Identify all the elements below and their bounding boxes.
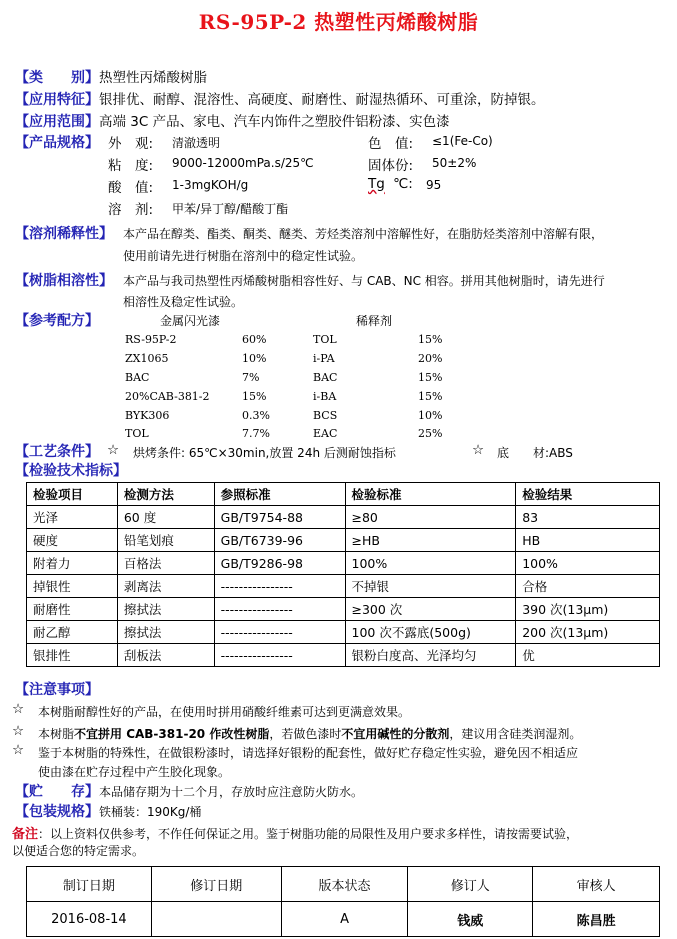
dilution-line2: 使用前请先进行树脂在溶剂中的稳定性试验。 [123,249,364,263]
revision-value-cell: 钱威 [408,902,533,937]
note-2-part-e: ，建议用含硅类润湿剂。 [449,727,582,741]
note-2-part-a: 本树脂 [38,727,75,741]
remark-row [12,823,578,842]
remark-label: 备注 [12,827,39,842]
dilution-line1: 本产品在醇类、酯类、酮类、醚类、芳烃类溶剂中溶解性好，在脂肪烃类溶剂中溶解有限， [123,227,604,241]
note-2-part-b: 不宜拼用 CAB-381-20 作改性树脂 [74,727,270,741]
formula-left-name-4: BYK306 [125,409,170,422]
table-row [27,506,660,529]
table-cell: 不掉银 [345,575,516,598]
remark-line1: ：以上资料仅供参考，不作任何保证之用。鉴于树脂功能的局限性及用户要求多样性，请按需要试验， [38,827,579,841]
inspection-header-cell: 检测方法 [117,483,214,506]
table-cell: 百格法 [117,552,214,575]
spec-appearance-value: 清澈透明 [172,136,221,150]
features-value: 银排优、耐醇、混溶性、高硬度、耐磨性、耐湿热循环、可重涂，防掉银。 [99,92,545,108]
formula-right-pct-5: 25% [418,427,443,440]
table-cell: GB/T9754-88 [214,506,345,529]
category-label: 【类 别】 [15,70,99,86]
revision-header-cell: 修订日期 [151,867,281,902]
table-row [27,552,660,575]
formula-left-name-5: TOL [125,427,149,440]
formula-right-pct-0: 15% [418,333,443,346]
category-row [15,66,207,87]
note-star-1: ☆ [12,701,25,717]
process-star-1: ☆ [107,442,120,458]
revision-header-cell: 版本状态 [281,867,408,902]
scope-value: 高端 3C 产品、家电、汽车内饰件之塑胶件铝粉漆、实色漆 [99,114,450,130]
formula-left-name-0: RS-95P-2 [125,333,177,346]
inspection-header-cell: 检验标准 [345,483,516,506]
table-cell: ≥300 次 [345,598,516,621]
notes-label: 【注意事项】 [15,682,99,698]
table-cell: 60 度 [117,506,214,529]
spec-tg-label: Tg [368,176,385,192]
revision-table [26,866,660,937]
process-star-2: ☆ [472,442,485,458]
table-cell: 耐乙醇 [27,621,118,644]
packing-row [15,801,201,821]
table-cell: GB/T6739-96 [214,529,345,552]
table-cell: 擦拭法 [117,598,214,621]
table-cell: ---------------- [214,621,345,644]
table-cell: 剥离法 [117,575,214,598]
spec-solid-label: 固体份: [368,158,414,174]
table-cell: GB/T9286-98 [214,552,345,575]
revision-header-cell: 制订日期 [27,867,152,902]
inspection-table [26,482,660,667]
spec-solvent-value: 甲苯/异丁醇/醋酸丁酯 [172,202,289,216]
note-2-part-d: 不宜用碱性的分散剂 [341,727,450,741]
spec-color-label: 色 值: [368,136,414,152]
table-cell: 附着力 [27,552,118,575]
formula-right-title: 稀释剂 [356,314,393,328]
formula-left-title: 金属闪光漆 [160,314,221,328]
formula-left-pct-2: 7% [242,371,260,384]
table-cell: 83 [516,506,660,529]
spec-appearance-label: 外 观: [108,136,154,152]
table-cell: 刮板法 [117,644,214,667]
table-cell: 200 次(13μm) [516,621,660,644]
table-cell: 掉银性 [27,575,118,598]
note-3-line2: 使由漆在贮存过程中产生胶化现象。 [38,765,231,779]
table-cell: 390 次(13μm) [516,598,660,621]
formula-right-name-4: BCS [313,409,338,422]
process-label: 【工艺条件】 [15,444,99,460]
formula-label: 【参考配方】 [15,313,99,329]
formula-left-name-2: BAC [125,371,150,384]
revision-value-cell: 2016-08-14 [27,902,152,937]
table-cell: 耐磨性 [27,598,118,621]
table-cell: ---------------- [214,575,345,598]
formula-right-name-3: i-BA [313,390,337,403]
remark-line2: 以便适合您的特定需求。 [12,844,145,858]
note-star-3: ☆ [12,742,25,758]
table-cell: 100% [516,552,660,575]
table-cell: 硬度 [27,529,118,552]
storage-label: 【贮 存】 [15,784,99,800]
formula-left-pct-0: 60% [242,333,267,346]
storage-row [15,781,363,801]
formula-left-pct-1: 10% [242,352,267,365]
spec-color-value: ≤1(Fe-Co) [432,134,493,148]
table-cell: 光泽 [27,506,118,529]
compat-line2: 相溶性及稳定性试验。 [123,295,244,309]
table-row [27,598,660,621]
inspection-header-cell: 检验项目 [27,483,118,506]
page-title: RS-95P-2 热塑性丙烯酸树脂 [198,10,479,34]
table-cell: ≥HB [345,529,516,552]
inspection-header-cell: 检验结果 [516,483,660,506]
table-cell: 银粉白度高、光泽均匀 [345,644,516,667]
revision-value-cell: 陈昌胜 [533,902,660,937]
formula-right-name-2: BAC [313,371,338,384]
formula-right-name-1: i-PA [313,352,335,365]
revision-header-cell: 修订人 [408,867,533,902]
formula-left-pct-5: 7.7% [242,427,270,440]
packing-value: 铁桶装：190Kg/桶 [99,805,202,819]
table-cell: ---------------- [214,644,345,667]
spec-viscosity-value: 9000-12000mPa.s/25℃ [172,156,314,170]
scope-row [15,110,450,131]
table-row [27,575,660,598]
formula-right-name-5: EAC [313,427,338,440]
formula-left-name-3: 20%CAB-381-2 [125,390,210,403]
inspection-header-cell: 参照标准 [214,483,345,506]
formula-left-pct-4: 0.3% [242,409,270,422]
note-2-part-c: ，若做色漆时 [269,727,342,741]
specs-label: 【产品规格】 [15,135,99,151]
table-cell: ---------------- [214,598,345,621]
spec-viscosity-label: 粘 度: [108,158,154,174]
spec-acid-value: 1-3mgKOH/g [172,178,249,192]
formula-right-pct-1: 20% [418,352,443,365]
table-cell: 100 次不露底(500g) [345,621,516,644]
table-cell: 擦拭法 [117,621,214,644]
note-star-2: ☆ [12,723,25,739]
category-value: 热塑性丙烯酸树脂 [99,70,207,86]
revision-header-cell: 审核人 [533,867,660,902]
spec-solid-value: 50±2% [432,156,477,170]
table-cell: 100% [345,552,516,575]
table-cell: 合格 [516,575,660,598]
dilution-label: 【溶剂稀释性】 [15,226,113,242]
formula-right-pct-3: 15% [418,390,443,403]
scope-label: 【应用范围】 [15,114,99,130]
table-cell: 优 [516,644,660,667]
features-row [15,88,545,109]
spec-tg-row [368,176,413,192]
storage-value: 本品储存期为十二个月，存放时应注意防火防水。 [99,785,364,799]
revision-value-cell: A [281,902,408,937]
inspection-label: 【检验技术指标】 [15,463,127,479]
revision-value-cell [151,902,281,937]
spec-acid-label: 酸 值: [108,180,154,196]
spec-tg-unit: ℃: [393,176,413,192]
revision-header-row [27,867,660,902]
spec-tg-value: 95 [426,178,442,192]
revision-value-row [27,902,660,937]
note-1: 本树脂耐醇性好的产品，在使用时拼用硝酸纤维素可达到更满意效果。 [38,705,411,719]
spec-solvent-label: 溶 剂: [108,202,154,218]
table-row [27,529,660,552]
table-cell: 铅笔划痕 [117,529,214,552]
inspection-header-row [27,483,660,506]
formula-right-pct-4: 10% [418,409,443,422]
table-row [27,644,660,667]
formula-left-pct-3: 15% [242,390,267,403]
packing-label: 【包装规格】 [15,804,99,820]
process-substrate: 底 材:ABS [497,446,573,460]
table-row [27,621,660,644]
table-cell: HB [516,529,660,552]
process-bake: 烘烤条件: 65℃×30min,放置 24h 后测耐蚀指标 [133,446,396,460]
table-cell: 银排性 [27,644,118,667]
features-label: 【应用特征】 [15,92,99,108]
formula-right-name-0: TOL [313,333,337,346]
note-2 [38,725,581,742]
compat-line1: 本产品与我司热塑性丙烯酸树脂相容性好、与 CAB、NC 相容。拼用其他树脂时，请先进行 [123,274,605,288]
compat-label: 【树脂相溶性】 [15,273,113,289]
note-3-line1: 鉴于本树脂的特殊性，在做银粉漆时，请选择好银粉的配套性，做好贮存稳定性实验，避免因不相适应 [38,746,579,760]
formula-right-pct-2: 15% [418,371,443,384]
table-cell: ≥80 [345,506,516,529]
formula-left-name-1: ZX1065 [125,352,169,365]
